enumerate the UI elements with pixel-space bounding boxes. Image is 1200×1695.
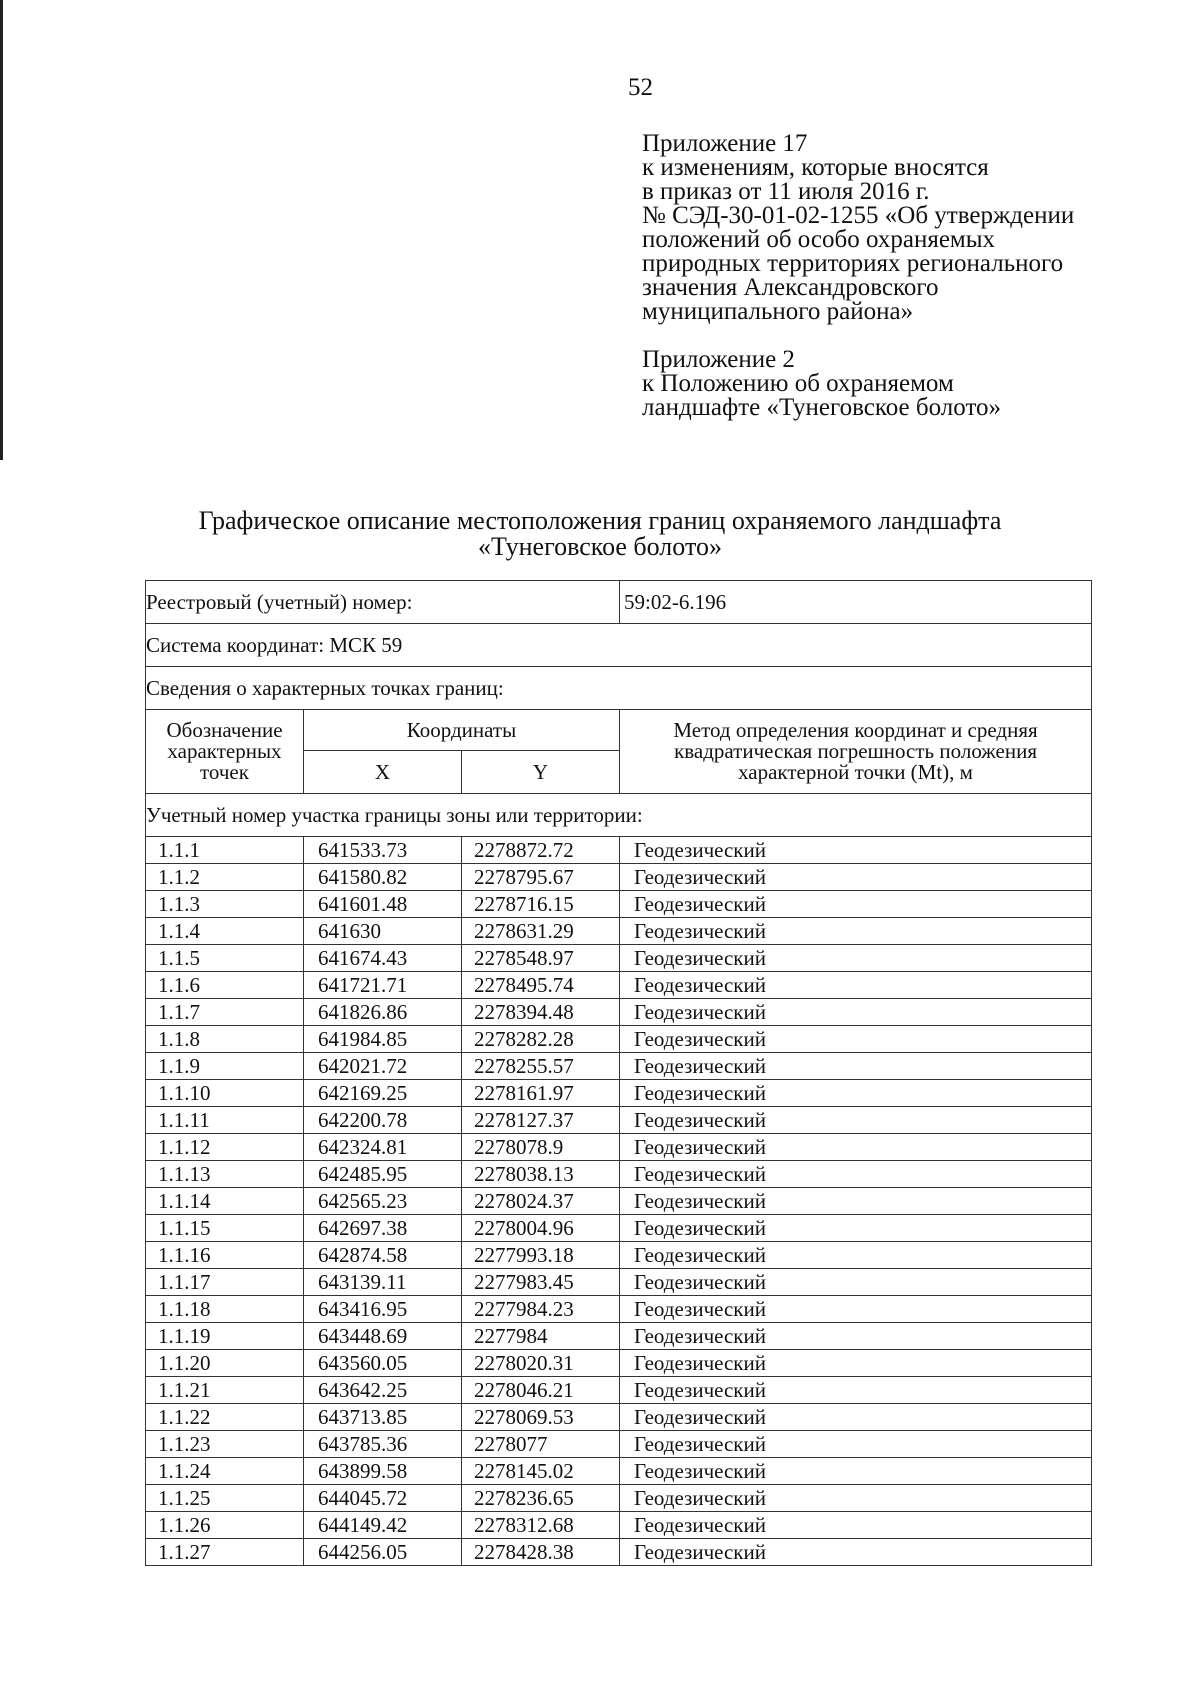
section-row xyxy=(146,794,1092,837)
point-name: 1.1.1 xyxy=(146,837,304,864)
point-y: 2278631.29 xyxy=(462,918,620,945)
table-row xyxy=(146,918,1092,945)
point-x: 642485.95 xyxy=(304,1161,462,1188)
point-name: 1.1.15 xyxy=(146,1215,304,1242)
point-y: 2277984 xyxy=(462,1323,620,1350)
point-name: 1.1.26 xyxy=(146,1512,304,1539)
point-y: 2278394.48 xyxy=(462,999,620,1026)
table-row xyxy=(146,1161,1092,1188)
point-method: Геодезический xyxy=(620,1107,1092,1134)
point-name: 1.1.25 xyxy=(146,1485,304,1512)
table-row xyxy=(146,1188,1092,1215)
page-number: 52 xyxy=(628,74,653,101)
points-info-row xyxy=(146,667,1092,710)
point-method: Геодезический xyxy=(620,1080,1092,1107)
point-y: 2277983.45 xyxy=(462,1269,620,1296)
table-row xyxy=(146,1134,1092,1161)
point-y: 2278038.13 xyxy=(462,1161,620,1188)
header-y: Y xyxy=(462,751,620,794)
document-title xyxy=(150,508,1050,560)
point-name: 1.1.13 xyxy=(146,1161,304,1188)
point-method: Геодезический xyxy=(620,1134,1092,1161)
point-method: Геодезический xyxy=(620,891,1092,918)
point-x: 643642.25 xyxy=(304,1377,462,1404)
table-row xyxy=(146,1539,1092,1566)
document-title-line-1: Графическое описание местоположения границ охраняемого ландшафта xyxy=(198,506,1002,535)
point-x: 642874.58 xyxy=(304,1242,462,1269)
point-name: 1.1.6 xyxy=(146,972,304,999)
point-method: Геодезический xyxy=(620,1296,1092,1323)
point-x: 641721.71 xyxy=(304,972,462,999)
point-method: Геодезический xyxy=(620,837,1092,864)
point-name: 1.1.16 xyxy=(146,1242,304,1269)
point-method: Геодезический xyxy=(620,999,1092,1026)
point-method: Геодезический xyxy=(620,1485,1092,1512)
point-x: 643785.36 xyxy=(304,1431,462,1458)
point-method: Геодезический xyxy=(620,1242,1092,1269)
point-name: 1.1.9 xyxy=(146,1053,304,1080)
point-name: 1.1.5 xyxy=(146,945,304,972)
table-row xyxy=(146,1404,1092,1431)
coord-system: Система координат: МСК 59 xyxy=(146,624,1092,667)
point-x: 642200.78 xyxy=(304,1107,462,1134)
table-row xyxy=(146,1053,1092,1080)
point-x: 643139.11 xyxy=(304,1269,462,1296)
point-x: 644045.72 xyxy=(304,1485,462,1512)
points-info: Сведения о характерных точках границ: xyxy=(146,667,1092,710)
point-method: Геодезический xyxy=(620,1323,1092,1350)
point-method: Геодезический xyxy=(620,864,1092,891)
point-y: 2277984.23 xyxy=(462,1296,620,1323)
point-y: 2278282.28 xyxy=(462,1026,620,1053)
point-x: 643448.69 xyxy=(304,1323,462,1350)
table-row xyxy=(146,1485,1092,1512)
point-y: 2278046.21 xyxy=(462,1377,620,1404)
table-row xyxy=(146,1431,1092,1458)
point-name: 1.1.27 xyxy=(146,1539,304,1566)
point-name: 1.1.10 xyxy=(146,1080,304,1107)
registry-value: 59:02-6.196 xyxy=(620,581,1092,624)
point-x: 642697.38 xyxy=(304,1215,462,1242)
point-method: Геодезический xyxy=(620,918,1092,945)
point-y: 2278078.9 xyxy=(462,1134,620,1161)
point-name: 1.1.24 xyxy=(146,1458,304,1485)
point-x: 643899.58 xyxy=(304,1458,462,1485)
point-method: Геодезический xyxy=(620,1215,1092,1242)
point-method: Геодезический xyxy=(620,1269,1092,1296)
point-x: 641601.48 xyxy=(304,891,462,918)
table-row xyxy=(146,1458,1092,1485)
table-row xyxy=(146,837,1092,864)
point-name: 1.1.3 xyxy=(146,891,304,918)
table-row xyxy=(146,891,1092,918)
point-x: 641826.86 xyxy=(304,999,462,1026)
point-x: 644256.05 xyxy=(304,1539,462,1566)
point-y: 2278716.15 xyxy=(462,891,620,918)
point-method: Геодезический xyxy=(620,1404,1092,1431)
point-x: 643560.05 xyxy=(304,1350,462,1377)
point-x: 641630 xyxy=(304,918,462,945)
table-row xyxy=(146,1026,1092,1053)
point-name: 1.1.18 xyxy=(146,1296,304,1323)
point-y: 2278236.65 xyxy=(462,1485,620,1512)
point-y: 2278004.96 xyxy=(462,1215,620,1242)
header-designation: Обозначение характерных точек xyxy=(146,710,304,794)
point-y: 2277993.18 xyxy=(462,1242,620,1269)
header-method: Метод определения координат и средняя квадратическая погрешность положения характерной точки (Mt), м xyxy=(620,710,1092,794)
point-y: 2278795.67 xyxy=(462,864,620,891)
appendix-2-reference: Приложение 2 к Положению об охраняемом ландшафте «Тунеговское болото» xyxy=(642,346,1002,421)
page-edge-shadow xyxy=(0,0,3,460)
point-x: 642021.72 xyxy=(304,1053,462,1080)
point-y: 2278255.57 xyxy=(462,1053,620,1080)
point-y: 2278127.37 xyxy=(462,1107,620,1134)
point-x: 644149.42 xyxy=(304,1512,462,1539)
header-row-1 xyxy=(146,710,1092,751)
point-y: 2278145.02 xyxy=(462,1458,620,1485)
point-method: Геодезический xyxy=(620,1026,1092,1053)
table-row xyxy=(146,1215,1092,1242)
table-row xyxy=(146,1242,1092,1269)
point-x: 641674.43 xyxy=(304,945,462,972)
point-name: 1.1.21 xyxy=(146,1377,304,1404)
point-method: Геодезический xyxy=(620,1539,1092,1566)
point-method: Геодезический xyxy=(620,1377,1092,1404)
table-row xyxy=(146,1350,1092,1377)
point-y: 2278024.37 xyxy=(462,1188,620,1215)
point-x: 642565.23 xyxy=(304,1188,462,1215)
point-x: 641580.82 xyxy=(304,864,462,891)
point-name: 1.1.14 xyxy=(146,1188,304,1215)
point-y: 2278077 xyxy=(462,1431,620,1458)
table-row xyxy=(146,945,1092,972)
point-method: Геодезический xyxy=(620,1161,1092,1188)
coordinates-table xyxy=(145,580,1092,1566)
point-y: 2278069.53 xyxy=(462,1404,620,1431)
point-name: 1.1.4 xyxy=(146,918,304,945)
table-row xyxy=(146,1107,1092,1134)
point-method: Геодезический xyxy=(620,1053,1092,1080)
table-row xyxy=(146,1296,1092,1323)
point-method: Геодезический xyxy=(620,1458,1092,1485)
point-name: 1.1.23 xyxy=(146,1431,304,1458)
document-title-line-2: «Тунеговское болото» xyxy=(478,532,722,561)
registry-label: Реестровый (учетный) номер: xyxy=(146,581,620,624)
point-x: 643713.85 xyxy=(304,1404,462,1431)
point-name: 1.1.22 xyxy=(146,1404,304,1431)
point-method: Геодезический xyxy=(620,945,1092,972)
coord-system-row xyxy=(146,624,1092,667)
table-row xyxy=(146,1269,1092,1296)
point-x: 642324.81 xyxy=(304,1134,462,1161)
table-row xyxy=(146,864,1092,891)
point-method: Геодезический xyxy=(620,1512,1092,1539)
point-method: Геодезический xyxy=(620,1188,1092,1215)
header-coordinates: Координаты xyxy=(304,710,620,751)
point-method: Геодезический xyxy=(620,1350,1092,1377)
table-row xyxy=(146,1080,1092,1107)
table-row xyxy=(146,1323,1092,1350)
header-x: X xyxy=(304,751,462,794)
point-y: 2278312.68 xyxy=(462,1512,620,1539)
point-name: 1.1.11 xyxy=(146,1107,304,1134)
point-name: 1.1.12 xyxy=(146,1134,304,1161)
point-y: 2278495.74 xyxy=(462,972,620,999)
table-row xyxy=(146,972,1092,999)
point-y: 2278161.97 xyxy=(462,1080,620,1107)
point-x: 642169.25 xyxy=(304,1080,462,1107)
point-method: Геодезический xyxy=(620,1431,1092,1458)
table-row xyxy=(146,999,1092,1026)
point-y: 2278548.97 xyxy=(462,945,620,972)
point-y: 2278428.38 xyxy=(462,1539,620,1566)
appendix-17-reference: Приложение 17 к изменениям, которые вносятся в приказ от 11 июля 2016 г. № СЭД-30-01-02-1255 «Об утверждении положений об особо охраняемых природных территориях регионального значения Александровского муниципального района» xyxy=(642,130,1075,325)
point-name: 1.1.7 xyxy=(146,999,304,1026)
point-y: 2278872.72 xyxy=(462,837,620,864)
table-row xyxy=(146,1377,1092,1404)
registry-row xyxy=(146,581,1092,624)
point-name: 1.1.17 xyxy=(146,1269,304,1296)
section-label: Учетный номер участка границы зоны или территории: xyxy=(146,794,1092,837)
point-name: 1.1.8 xyxy=(146,1026,304,1053)
point-x: 641533.73 xyxy=(304,837,462,864)
point-x: 643416.95 xyxy=(304,1296,462,1323)
point-method: Геодезический xyxy=(620,972,1092,999)
point-name: 1.1.2 xyxy=(146,864,304,891)
table-row xyxy=(146,1512,1092,1539)
point-name: 1.1.19 xyxy=(146,1323,304,1350)
point-name: 1.1.20 xyxy=(146,1350,304,1377)
point-x: 641984.85 xyxy=(304,1026,462,1053)
point-y: 2278020.31 xyxy=(462,1350,620,1377)
